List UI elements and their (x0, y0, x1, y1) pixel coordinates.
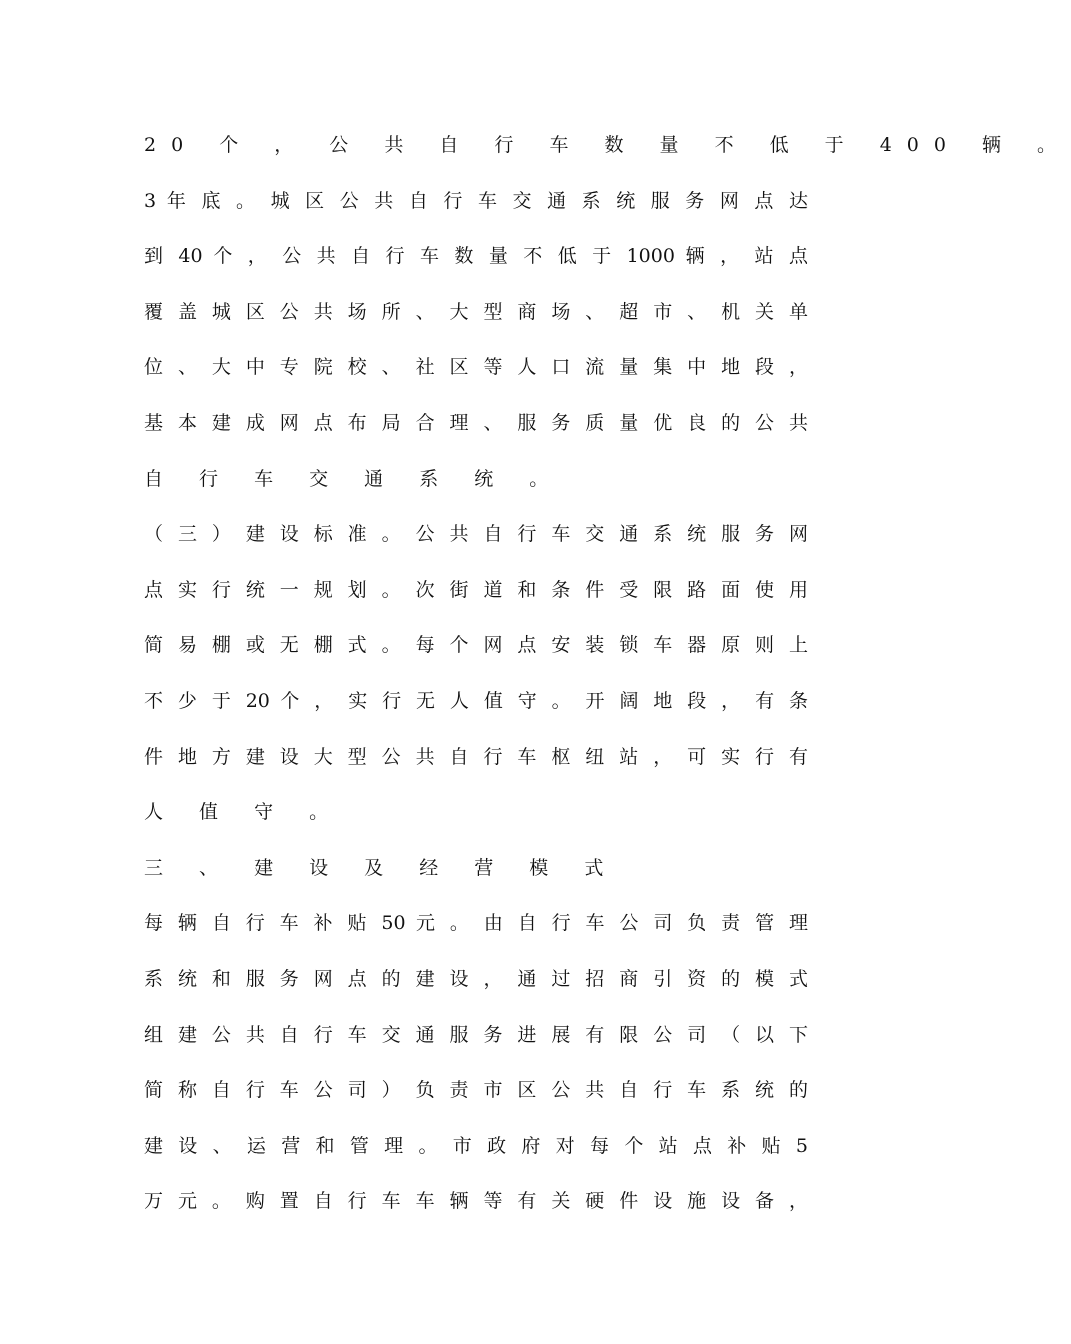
text-line: 3 年 底 。 城 区 公 共 自 行 车 交 通 系 统 服 务 网 点 达 (144, 189, 808, 212)
section-heading: 三 、 建 设 及 经 营 模 式 (144, 856, 619, 879)
text-line: （ 三 ） 建 设 标 准 。 公 共 自 行 车 交 通 系 统 服 务 网 (144, 523, 808, 546)
text-line: 点 实 行 统 一 规 划 。 次 街 道 和 条 件 受 限 路 面 使 用 (144, 578, 808, 601)
text-line: 位 、 大 中 专 院 校 、 社 区 等 人 口 流 量 集 中 地 段 ， (144, 356, 808, 379)
text-line: 组 建 公 共 自 行 车 交 通 服 务 进 展 有 限 公 司 （ 以 下 (144, 1023, 808, 1046)
text-line: 覆 盖 城 区 公 共 场 所 、 大 型 商 场 、 超 市 、 机 关 单 (144, 300, 808, 323)
text-line: 基 本 建 成 网 点 布 局 合 理 、 服 务 质 量 优 良 的 公 共 (144, 411, 808, 434)
text-line: 件 地 方 建 设 大 型 公 共 自 行 车 枢 纽 站 ， 可 实 行 有 (144, 745, 808, 768)
document-body (144, 128, 1071, 1240)
text-line: 每 辆 自 行 车 补 贴 50 元 。 由 自 行 车 公 司 负 责 管 理 (144, 912, 808, 935)
text-line: 自 行 车 交 通 系 统 。 (144, 467, 564, 490)
text-line: 建 设 、 运 营 和 管 理 。 市 政 府 对 每 个 站 点 补 贴 5 (144, 1134, 808, 1157)
text-line: 不 少 于 20 个 ， 实 行 无 人 值 守 。 开 阔 地 段 ， 有 条 (144, 689, 808, 712)
text-line: 万 元 。 购 置 自 行 车 车 辆 等 有 关 硬 件 设 施 设 备 ， (144, 1190, 808, 1213)
text-line: 到 40 个 ， 公 共 自 行 车 数 量 不 低 于 1000 辆 ， 站 点 (144, 245, 808, 268)
text-line: 系 统 和 服 务 网 点 的 建 设 ， 通 过 招 商 引 资 的 模 式 (144, 967, 808, 990)
text-line: 简 易 棚 或 无 棚 式 。 每 个 网 点 安 装 锁 车 器 原 则 上 (144, 634, 808, 657)
text-line: 简 称 自 行 车 公 司 ） 负 责 市 区 公 共 自 行 车 系 统 的 (144, 1079, 808, 1102)
text-line: 人 值 守 。 (144, 801, 344, 824)
text-line: 20 个 ， 公 共 自 行 车 数 量 不 低 于 400 辆 。 (144, 134, 1071, 156)
